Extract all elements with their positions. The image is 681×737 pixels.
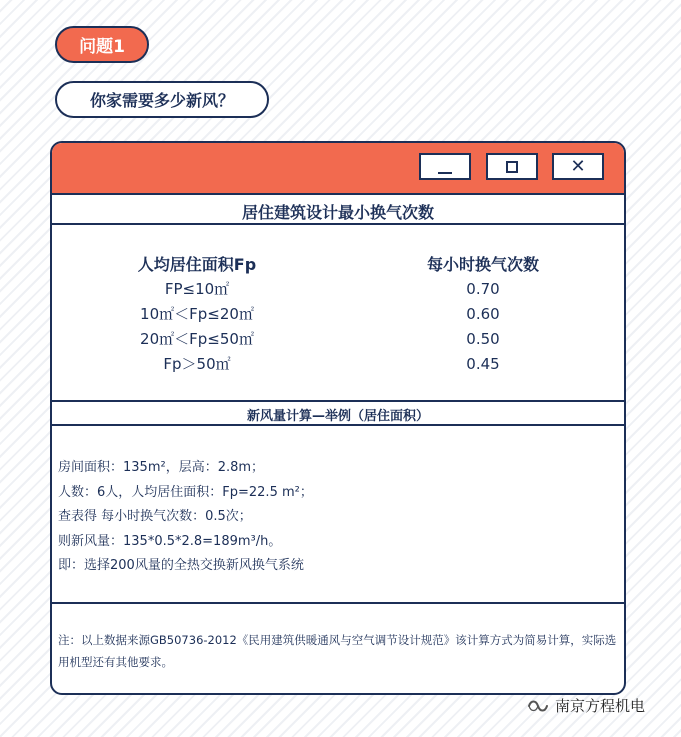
rate-cell: 0.50 — [466, 329, 500, 348]
rate-cell: 0.60 — [466, 304, 500, 323]
area-cell: 10㎡＜Fp≤20㎡ — [140, 305, 254, 323]
table-row — [52, 301, 624, 326]
calc-line-people: 人数：6人，人均居住面积：Fp=22.5 m²； — [58, 484, 313, 500]
air-change-table — [52, 251, 624, 376]
info-window — [50, 141, 626, 695]
area-cell: FP≤10㎡ — [164, 280, 230, 298]
table-row — [52, 326, 624, 351]
question-badge — [55, 81, 269, 118]
divider — [52, 223, 624, 225]
table-header-row — [52, 251, 624, 276]
table-row — [52, 351, 624, 376]
window-titlebar — [52, 143, 624, 195]
rate-cell: 0.70 — [466, 279, 500, 298]
calc-line-room: 房间面积：135m²，层高：2.8m； — [58, 460, 265, 475]
maximize-button[interactable] — [486, 153, 538, 180]
topic-badge — [55, 26, 149, 63]
column-header-area: 人均居住面积Fp — [137, 255, 257, 274]
minimize-button[interactable] — [419, 153, 471, 180]
area-cell: 20㎡＜Fp≤50㎡ — [140, 330, 254, 348]
close-button[interactable] — [552, 153, 604, 180]
watermark — [527, 695, 645, 716]
area-cell: Fp＞50㎡ — [163, 355, 231, 373]
column-header-rate: 每小时换气次数 — [426, 255, 539, 274]
table-row — [52, 276, 624, 301]
topic-badge-label: 问题1 — [79, 37, 125, 57]
maximize-icon — [506, 161, 518, 173]
calculation-example — [58, 456, 313, 579]
example-section-title: 新风量计算—举例（居住面积） — [246, 409, 429, 424]
question-badge-label: 你家需要多少新风？ — [89, 91, 234, 110]
wechat-channel-icon — [527, 697, 549, 715]
calc-line-conclusion: 即：选择200风量的全热交换新风换气系统 — [58, 558, 304, 573]
rate-cell: 0.45 — [466, 354, 500, 373]
divider — [52, 424, 624, 426]
minimize-icon — [438, 172, 452, 174]
divider — [52, 400, 624, 402]
calc-line-result: 则新风量：135*0.5*2.8=189m³/h。 — [58, 533, 282, 549]
divider — [52, 602, 624, 604]
calc-line-lookup: 查表得 每小时换气次数：0.5次； — [58, 509, 252, 524]
watermark-label: 南京方程机电 — [555, 697, 646, 715]
close-icon: ✕ — [570, 156, 586, 177]
source-note: 注：以上数据来源GB50736-2012《民用建筑供暖通风与空气调节设计规范》该计算方式为简易计算，实际选用机型还有其他要求。 — [58, 633, 617, 669]
table-section-title: 居住建筑设计最小换气次数 — [241, 203, 434, 222]
